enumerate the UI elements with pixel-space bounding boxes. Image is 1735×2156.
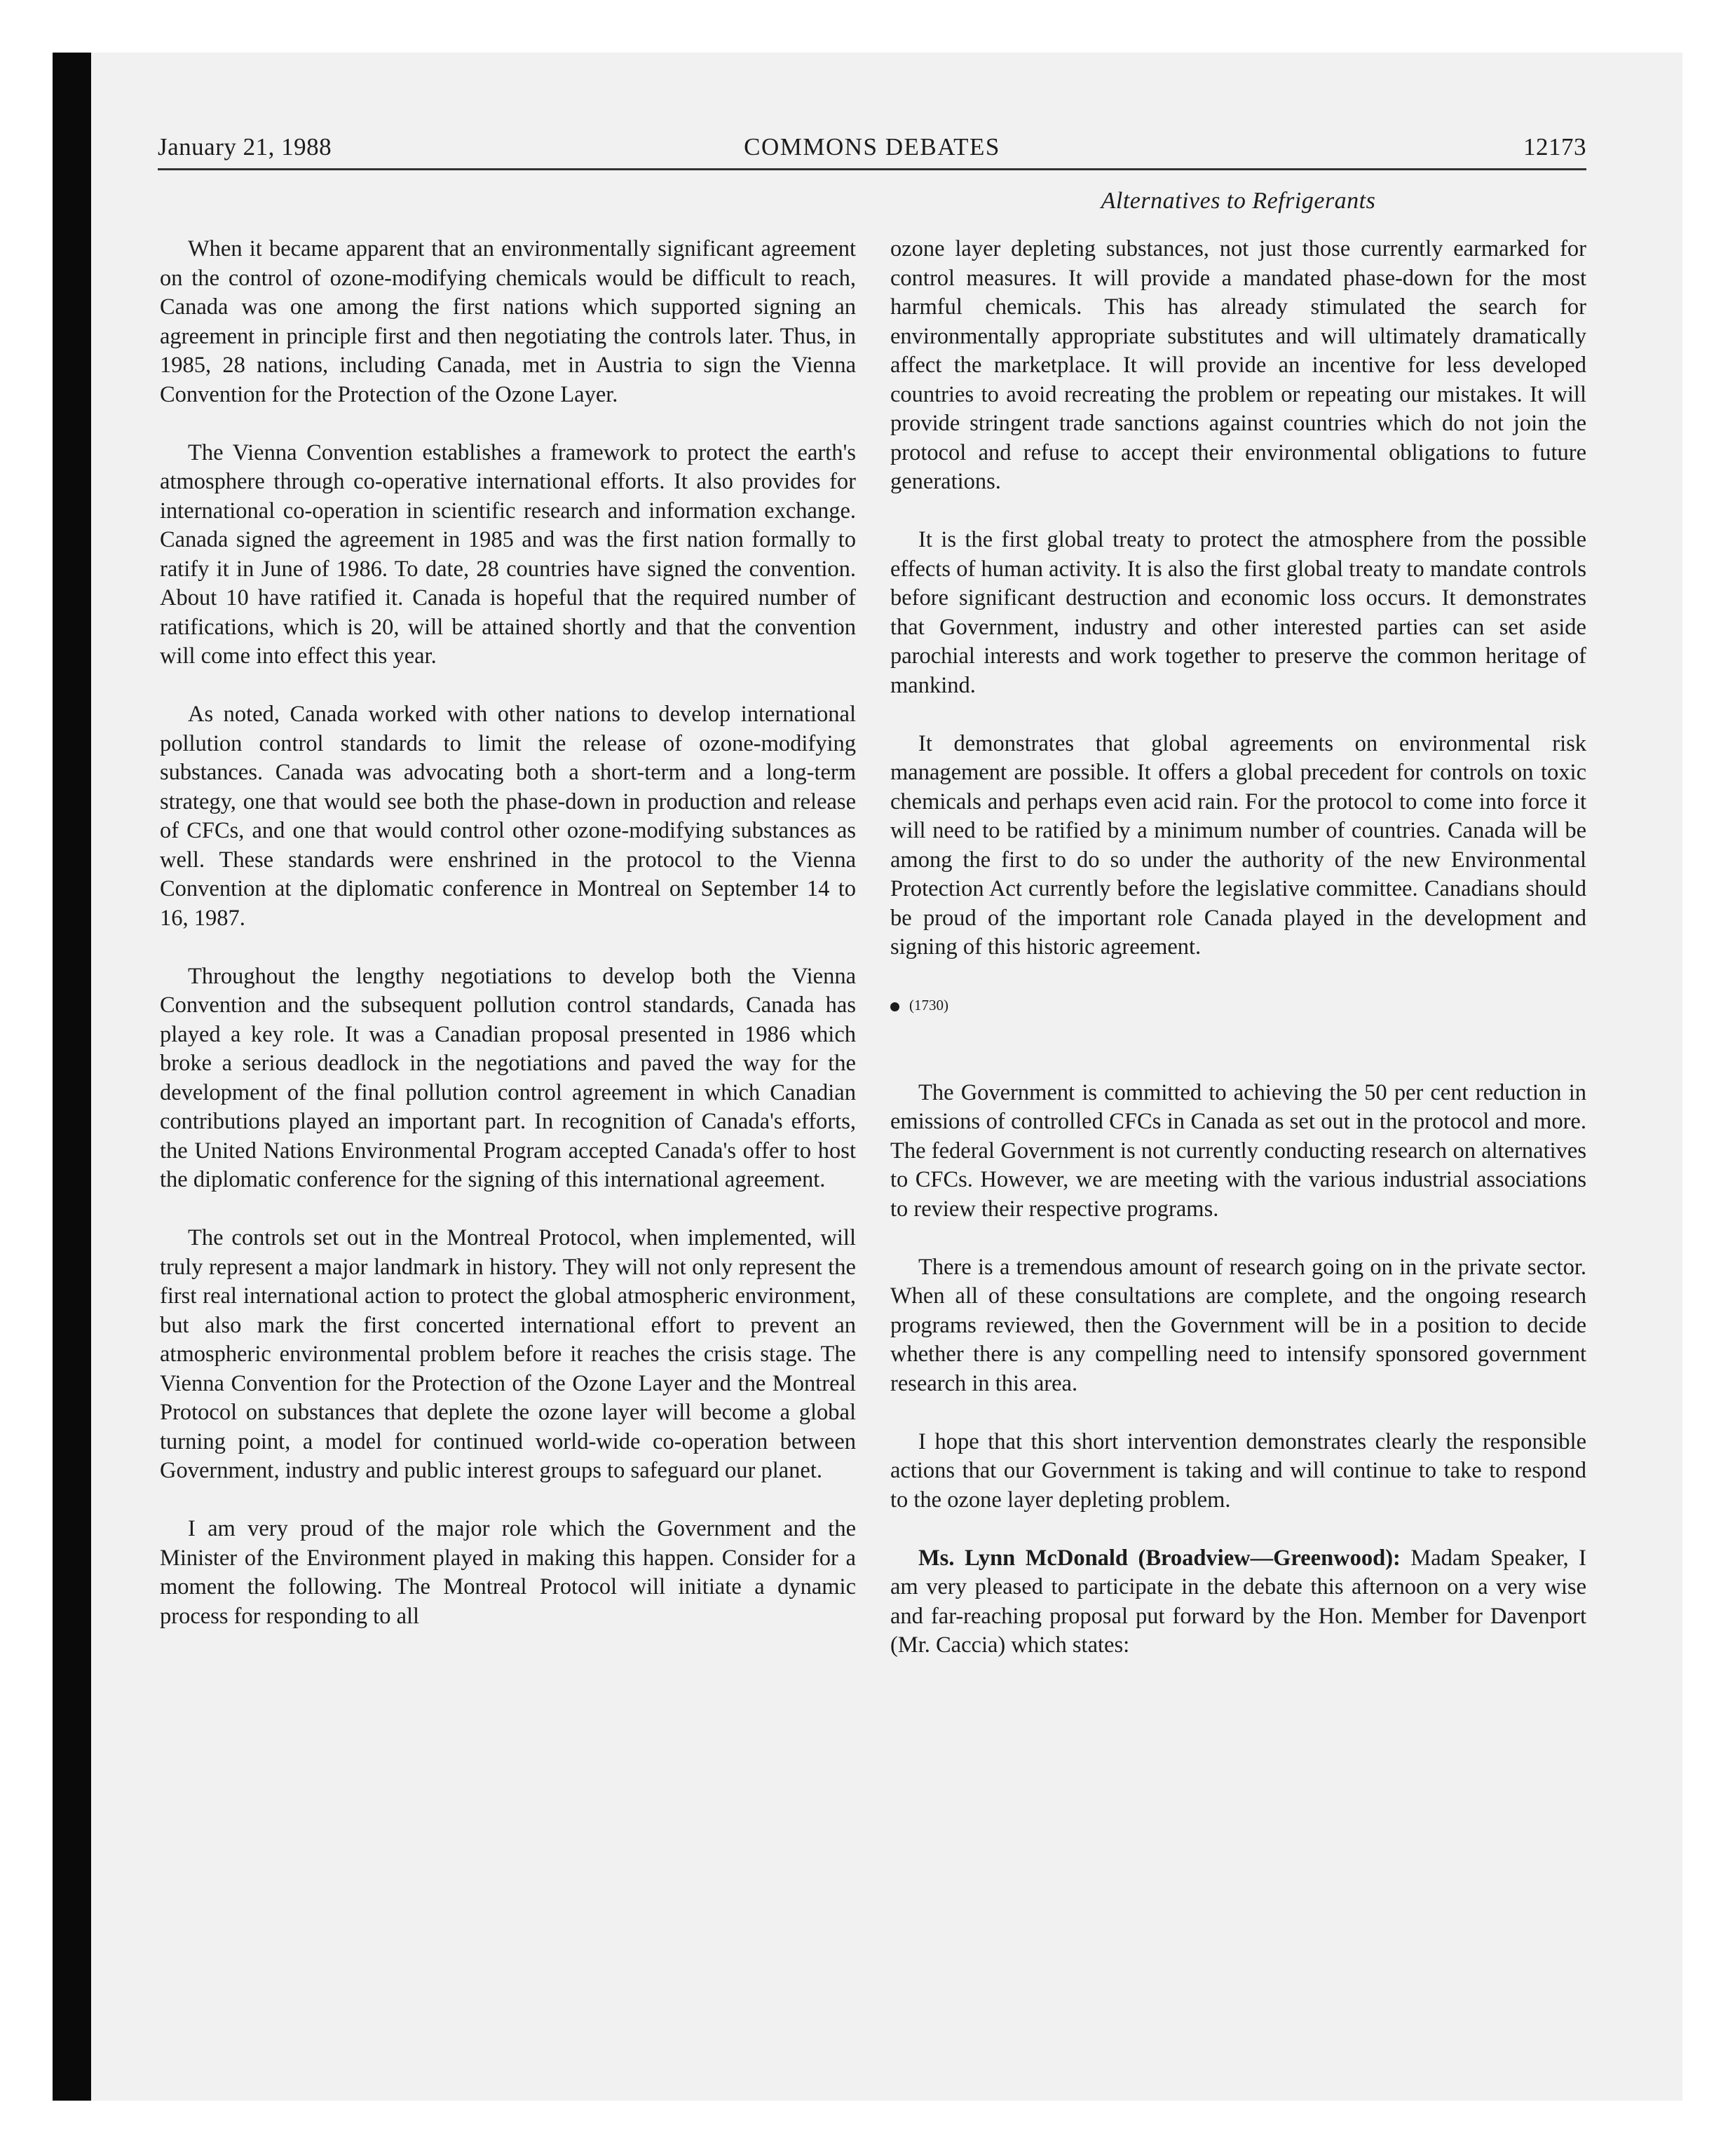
speaker-paragraph <box>890 1544 1586 1660</box>
header-title: COMMONS DEBATES <box>744 133 1000 161</box>
bullet-icon <box>890 1002 899 1011</box>
speaker-name: Ms. Lynn McDonald (Broadview—Greenwood): <box>918 1545 1401 1571</box>
right-column <box>890 235 1586 1689</box>
header-page-number: 12173 <box>1523 133 1586 161</box>
time-marker-text: (1730) <box>909 997 948 1014</box>
time-marker <box>890 991 1586 1021</box>
header-date: January 21, 1988 <box>158 133 332 161</box>
header-rule <box>158 168 1586 170</box>
paragraph: When it became apparent that an environmentally significant agreement on the control of ozone-modifying chemicals would be difficult to reach, Canada was one among the first nations which supported signing an agreement in principle first and then negotiating the controls later. Thus, in 1985, 28 nations, including Canada, met in Austria to sign the Vienna Convention for the Protection of the Ozone Layer. <box>160 236 856 407</box>
paragraph: The Government is committed to achieving the 50 per cent reduction in emissions of controlled CFCs in Canada as set out in the protocol and more. The federal Government is not currently conducting research on alternatives to CFCs. However, we are meeting with the various industrial associations to review their respective programs. <box>890 1079 1586 1222</box>
continued-paragraph: ozone layer depleting substances, not just those currently earmarked for control measures. It will provide a mandated phase-down for the most harmful chemicals. This has already stimulated the search for environmentally appropriate substitutes and will ultimately dramatically affect the marketplace. It will provide an incentive for less developed countries to avoid recreating the problem or repeating our mistakes. It will provide stringent trade sanctions against countries which do not join the protocol and refuse to accept their environmental obligations to future generations. <box>890 236 1586 494</box>
paragraph: I am very proud of the major role which the Government and the Minister of the Environment played in making this happen. Consider for a moment the following. The Montreal Protocol will initiate a dynamic process for responding to all <box>160 1516 856 1629</box>
page-header <box>158 133 1586 170</box>
left-column <box>160 235 856 1660</box>
paragraph: The controls set out in the Montreal Protocol, when implemented, will truly represent a major landmark in history. They will not only represent the first real international action to protect the global atmospheric environment, but also mark the first concerted international effort to prevent an atmospheric environmental problem before it reaches the crisis stage. The Vienna Convention for the Protection of the Ozone Layer and the Montreal Protocol on substances that deplete the ozone layer will become a global turning point, a model for continued world-wide co-operation between Government, industry and public interest groups to safeguard our planet. <box>160 1225 856 1483</box>
paragraph: It demonstrates that global agreements on environmental risk management are possible. It offers a global precedent for controls on toxic chemicals and perhaps even acid rain. For the protocol to come into force it will need to be ratified by a minimum number of countries. Canada will be among the first to do so under the authority of the new Environmental Protection Act currently before the legislative committee. Canadians should be proud of the important role Canada played in the development and signing of this historic agreement. <box>890 730 1586 960</box>
paragraph: Throughout the lengthy negotiations to develop both the Vienna Convention and the subsequent pollution control standards, Canada has played a key role. It was a Canadian proposal presented in 1986 which broke a serious deadlock in the negotiations and paved the way for the development of the final pollution control agreement in which Canadian contributions played an important part. In recognition of Canada's efforts, the United Nations Environmental Program accepted Canada's offer to host the diplomatic conference for the signing of this international agreement. <box>160 963 856 1192</box>
paragraph: It is the first global treaty to protect the atmosphere from the possible effects of human activity. It is also the first global treaty to mandate controls before significant destruction and economic loss occurs. It demonstrates that Government, industry and other interested parties can set aside parochial interests and work together to preserve the common heritage of mankind. <box>890 527 1586 698</box>
speaker-text: Madam Speaker, I am very pleased to participate in the debate this afternoon on a very wise and far-reaching proposal put forward by the Hon. Member for Davenport (Mr. Caccia) which states: <box>890 1545 1586 1658</box>
running-subhead: Alternatives to Refrigerants <box>1101 188 1376 214</box>
paragraph: There is a tremendous amount of research going on in the private sector. When all of these consultations are complete, and the ongoing research programs reviewed, then the Government will be in a position to decide whether there is any compelling need to intensify sponsored government research in this area. <box>890 1254 1586 1396</box>
binding-edge <box>53 53 91 2101</box>
paragraph: I hope that this short intervention demonstrates clearly the responsible actions that our Government is taking and will continue to take to respond to the ozone layer depleting problem. <box>890 1428 1586 1513</box>
paragraph: The Vienna Convention establishes a framework to protect the earth's atmosphere through co-operative international efforts. It also provides for international co-operation in scientific research and information exchange. Canada signed the agreement in 1985 and was the first nation formally to ratify it in June of 1986. To date, 28 countries have signed the convention. About 10 have ratified it. Canada is hopeful that the required number of ratifications, which is 20, will be attained shortly and that the convention will come into effect this year. <box>160 439 856 669</box>
paragraph: As noted, Canada worked with other nations to develop international pollution control standards to limit the release of ozone-modifying substances. Canada was advocating both a short-term and a long-term strategy, one that would see both the phase-down in production and release of CFCs, and one that would control other ozone-modifying substances as well. These standards were enshrined in the protocol to the Vienna Convention at the diplomatic conference in Montreal on September 14 to 16, 1987. <box>160 702 856 931</box>
